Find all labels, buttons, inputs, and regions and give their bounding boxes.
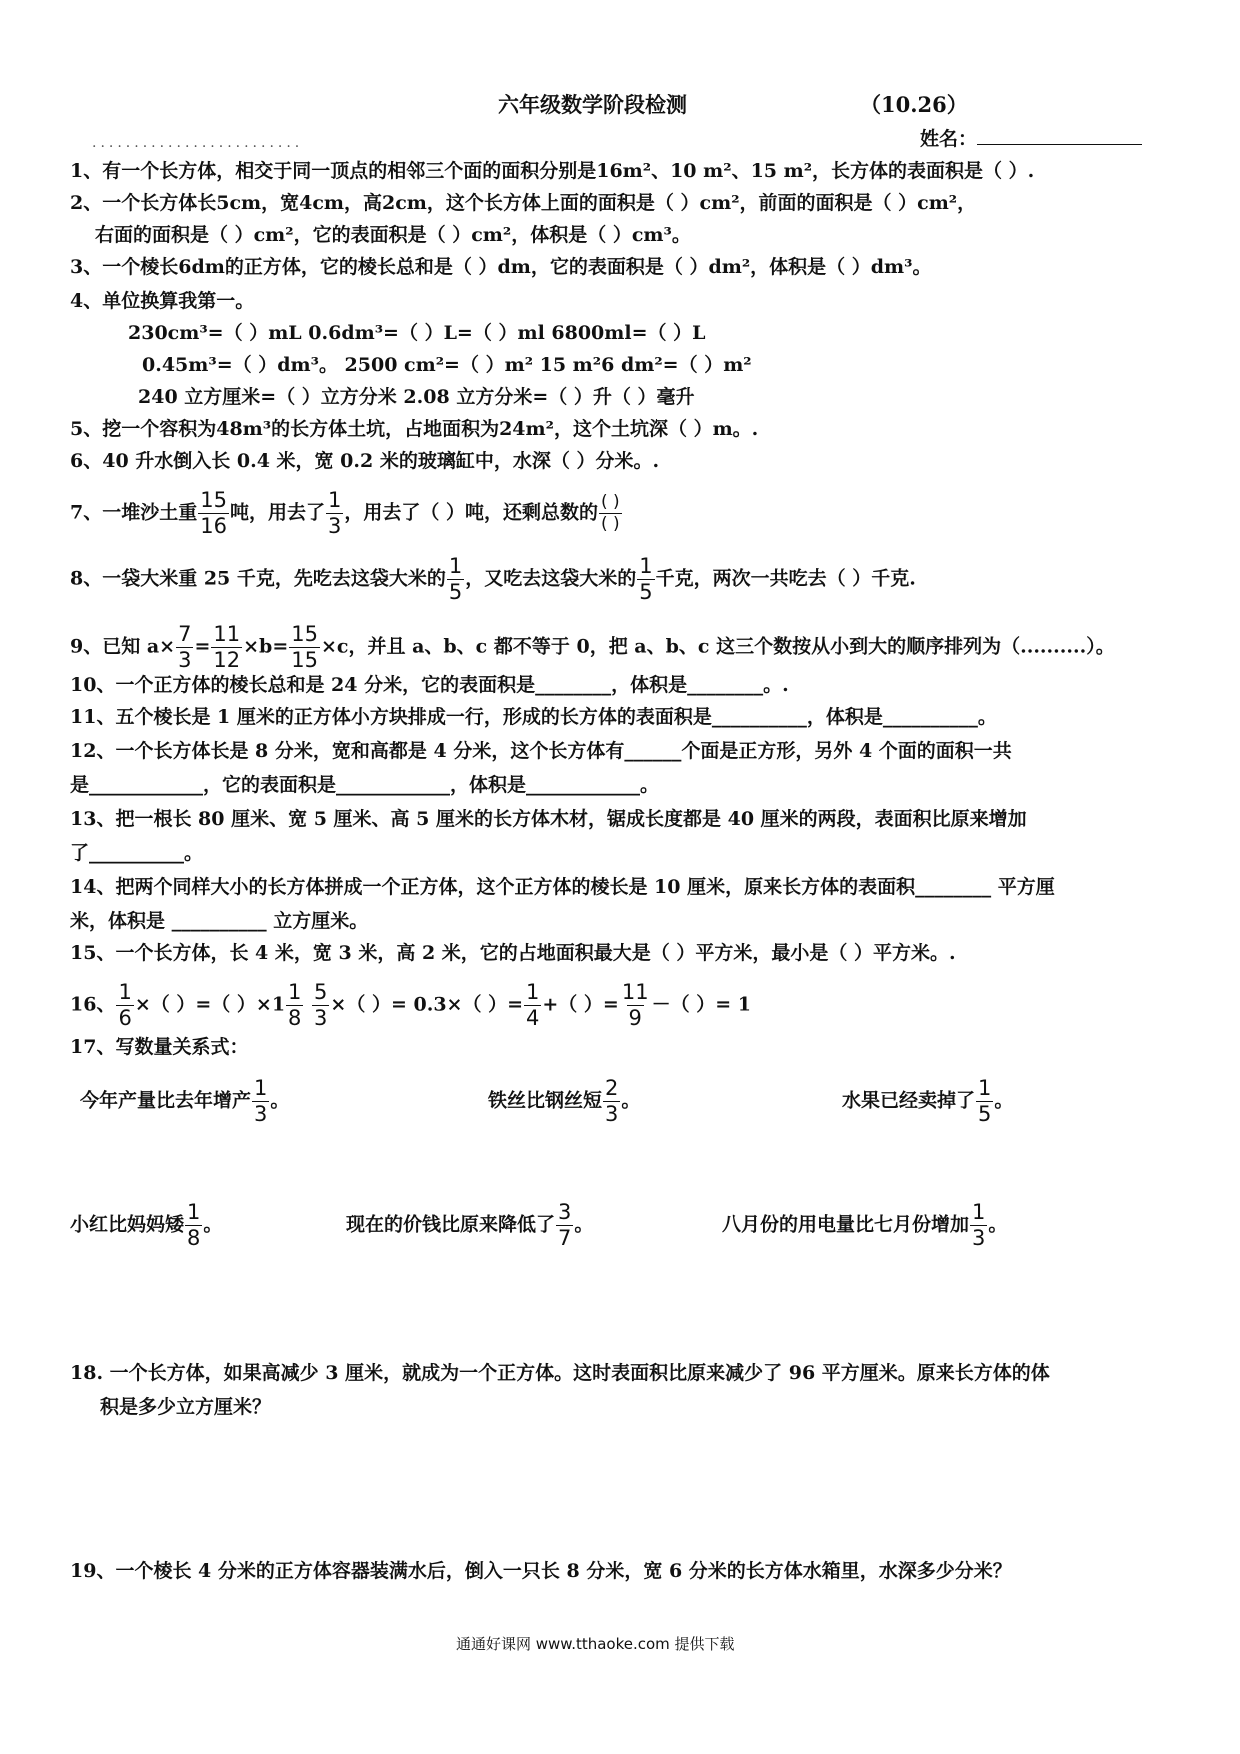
question-4-row-2: 0.45m³=（ ）dm³。 2500 cm²=（ ）m² 15 m²6 dm²=（ ）m² (142, 354, 752, 376)
question-2-line-1: 2、一个长方体长5cm，宽4cm，高2cm，这个长方体上面的面积是（ ）cm²，前面的面积是（ ）cm²， (70, 192, 977, 214)
question-14-line-2: 米，体积是 __________ 立方厘米。 (70, 910, 369, 932)
question-13-line-2: 了__________。 (70, 842, 204, 864)
page-title: 六年级数学阶段检测 (498, 92, 687, 117)
fraction-1-3: $\frac{1}{3}$ (327, 488, 342, 538)
question-2-line-2: 右面的面积是（ ）cm²，它的表面积是（ ）cm²，体积是（ ）cm³。 (95, 224, 691, 246)
question-18-line-2: 积是多少立方厘米？ (100, 1396, 272, 1418)
question-17-title: 17、写数量关系式： (70, 1036, 249, 1058)
fraction-5-3: $\frac{5}{3}$ (314, 980, 328, 1030)
question-9: 9、已知 a× $\frac{7}{3}$ = $\frac{11}{12}$ ×b= $\frac{15}{15}$ ×c，并且 a、b、c 都不等于 0，把 a、b、c 这三个数按从小到大的顺序排列为（..........）。 (70, 622, 1115, 672)
fraction-1-5-a: $\frac{1}{5}$ (448, 554, 463, 604)
question-13-line-1: 13、把一根长 80 厘米、宽 5 厘米、高 5 厘米的长方体木材，锯成长度都是 40 厘米的两段，表面积比原来增加 (70, 808, 1027, 830)
question-1: 1、有一个长方体，相交于同一顶点的相邻三个面的面积分别是16m²、10 m²、15 m²，长方体的表面积是（ ）. (70, 160, 1035, 182)
fraction-1-4: $\frac{1}{4}$ (526, 980, 540, 1030)
fraction-3-7: $\frac{3}{7}$ (558, 1200, 572, 1250)
question-8: 8、一袋大米重 25 千克，先吃去这袋大米的 $\frac{1}{5}$ ，又吃去这袋大米的 $\frac{1}{5}$ 千克，两次一共吃去（ ）千克. (70, 554, 916, 604)
dotted-leader: ......................... (92, 135, 304, 151)
question-16: 16、 $\frac{1}{6}$ ×（ ）=（ ）×1 $\frac{1}{8}$ $\frac{5}{3}$ ×（ ）= 0.3×（ ）= $\frac{1}{4}$ +（ ）= $\frac{11}{9}$ －（ ）= 1 (70, 980, 751, 1030)
question-4-row-3: 240 立方厘米=（ ）立方分米 2.08 立方分米=（ ）升（ ）毫升 (138, 386, 695, 408)
fraction-1-5-b: $\frac{1}{5}$ (639, 554, 653, 604)
question-14-line-1: 14、把两个同样大小的长方体拼成一个正方体，这个正方体的棱长是 10 厘米，原来长方体的表面积________ 平方厘 (70, 876, 1055, 898)
fraction-1-3-g: $\frac{1}{3}$ (972, 1200, 986, 1250)
fraction-1-5-c: $\frac{1}{5}$ (978, 1076, 992, 1126)
fraction-11-9: $\frac{11}{9}$ (621, 980, 649, 1030)
question-4-title: 4、单位换算我第一。 (70, 290, 255, 312)
fraction-15-16: $\frac{15}{16}$ (200, 488, 227, 538)
test-date: （10.26） (860, 92, 968, 117)
fraction-1-6: $\frac{1}{6}$ (118, 980, 132, 1030)
fraction-15-15: $\frac{15}{15}$ (291, 622, 318, 672)
name-field: 姓名： (920, 126, 1142, 152)
fraction-1-8: $\frac{1}{8}$ (288, 980, 302, 1030)
name-blank (977, 126, 1142, 145)
question-15: 15、一个长方体，长 4 米，宽 3 米，高 2 米，它的占地面积最大是（ ）平方米，最小是（ ）平方米。. (70, 942, 956, 964)
question-4-row-1: 230cm³=（ ）mL 0.6dm³=（ ）L=（ ）ml 6800ml=（ ）L (128, 322, 706, 344)
question-7: 7、一堆沙土重 $\frac{15}{16}$ 吨，用去了 $\frac{1}{3}$ ，用去了（ ）吨，还剩总数的 $\frac{( )}{( )}$ (70, 488, 620, 538)
question-17-item-a: 今年产量比去年增产 $\frac{1}{3}$ 。 (80, 1076, 290, 1126)
question-5: 5、挖一个容积为48m³的长方体土坑，占地面积为24m²，这个土坑深（ ）m。. (70, 418, 759, 440)
question-17-item-e: 现在的价钱比原来降低了 $\frac{3}{7}$ 。 (346, 1200, 594, 1250)
fraction-2-3: $\frac{2}{3}$ (605, 1076, 619, 1126)
question-17-item-d: 小红比妈妈矮 $\frac{1}{8}$ 。 (70, 1200, 223, 1250)
question-18-line-1: 18. 一个长方体，如果高减少 3 厘米，就成为一个正方体。这时表面积比原来减少了 96 平方厘米。原来长方体的体 (70, 1362, 1050, 1384)
fraction-1-8-d: $\frac{1}{8}$ (187, 1200, 201, 1250)
question-3: 3、一个棱长6dm的正方体，它的棱长总和是（ ）dm，它的表面积是（ ）dm²，体积是（ ）dm³。 (70, 256, 932, 278)
question-12-line-1: 12、一个长方体长是 8 分米，宽和高都是 4 分米，这个长方体有______个面是正方形，另外 4 个面的面积一共 (70, 740, 1012, 762)
fraction-7-3: $\frac{7}{3}$ (178, 622, 192, 672)
fraction-blank: $\frac{( )}{( )}$ (600, 492, 620, 534)
question-17-item-b: 铁丝比钢丝短 $\frac{2}{3}$ 。 (488, 1076, 641, 1126)
question-19: 19、一个棱长 4 分米的正方体容器装满水后，倒入一只长 8 分米，宽 6 分米的长方体水箱里，水深多少分米？ (70, 1560, 1012, 1582)
footer-credit: 通通好课网 www.tthaoke.com 提供下载 (456, 1635, 735, 1653)
question-17-item-c: 水果已经卖掉了 $\frac{1}{5}$ 。 (842, 1076, 1014, 1126)
question-6: 6、40 升水倒入长 0.4 米，宽 0.2 米的玻璃缸中，水深（ ）分米。. (70, 450, 660, 472)
question-11: 11、五个棱长是 1 厘米的正方体小方块排成一行，形成的长方体的表面积是__________，体积是__________。 (70, 706, 997, 728)
fraction-1-3-a: $\frac{1}{3}$ (254, 1076, 268, 1126)
question-10: 10、一个正方体的棱长总和是 24 分米，它的表面积是________，体积是________。. (70, 674, 789, 696)
fraction-11-12: $\frac{11}{12}$ (213, 622, 241, 672)
question-17-item-g: 八月份的用电量比七月份增加 $\frac{1}{3}$ 。 (722, 1200, 1008, 1250)
question-12-line-2: 是____________，它的表面积是____________，体积是____________。 (70, 774, 660, 796)
